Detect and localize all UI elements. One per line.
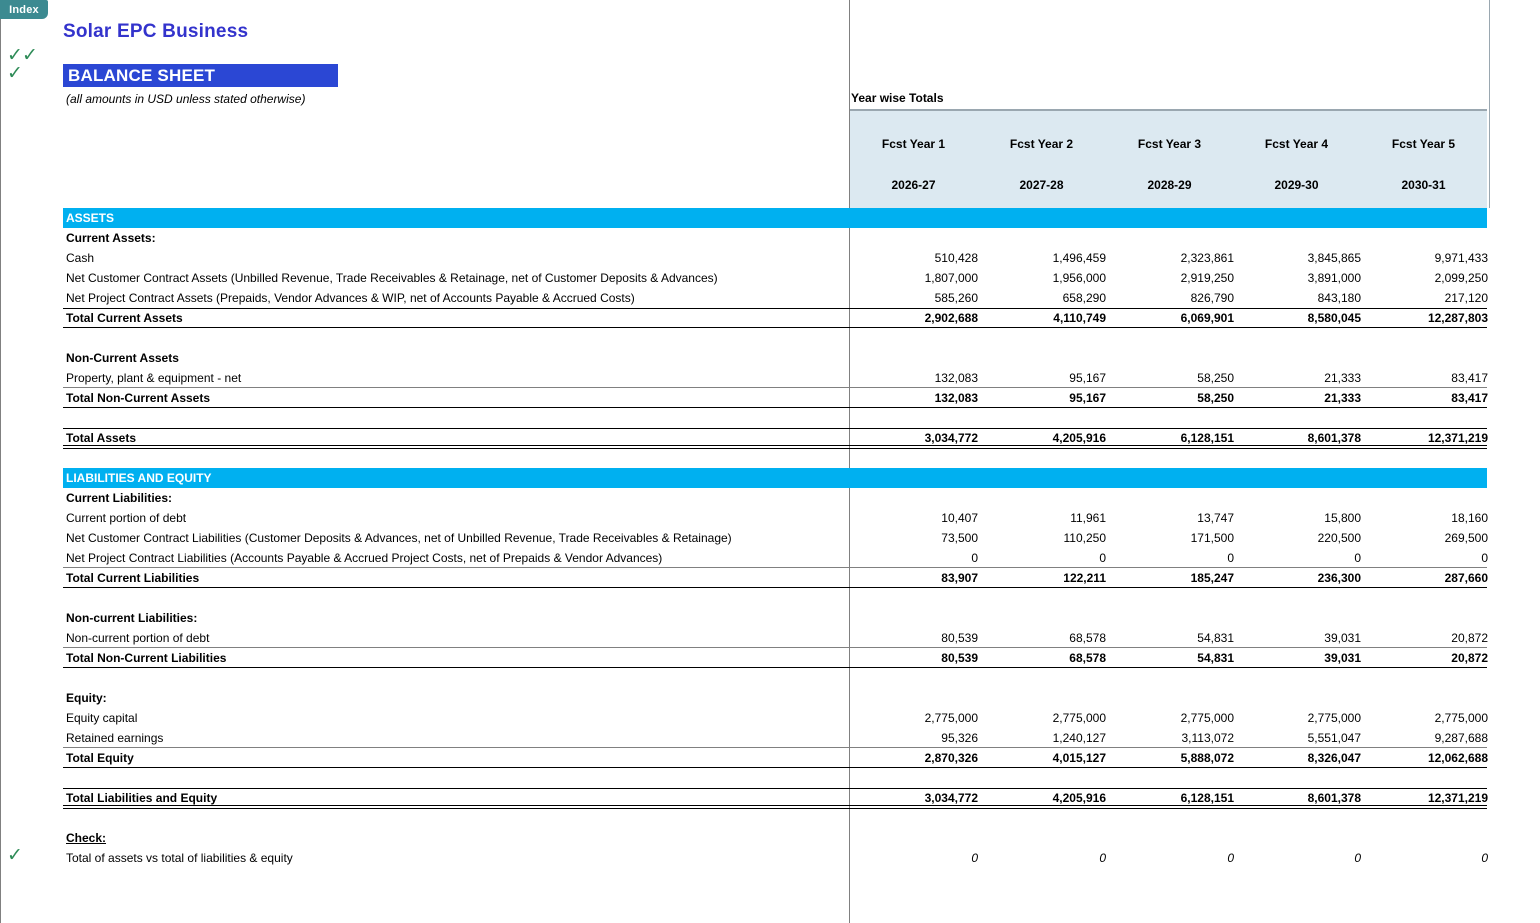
row-label: Total Current Assets (66, 311, 183, 325)
row-value: 1,240,127 (1052, 731, 1106, 745)
row-value: 1,807,000 (924, 271, 978, 285)
row-value: 4,205,916 (1052, 431, 1106, 445)
current-liabilities-label-row (0, 488, 1540, 508)
non-current-liabilities-label-row (0, 608, 1540, 628)
row-value: 9,971,433 (1434, 251, 1488, 265)
row-value: 6,128,151 (1180, 431, 1234, 445)
table-row (0, 308, 1540, 328)
check-icon: ✓ (22, 44, 38, 66)
column-header-name-0: Fcst Year 1 (881, 137, 946, 151)
row-value: 8,580,045 (1307, 311, 1361, 325)
row-value: 11,961 (1070, 511, 1106, 525)
column-header-name-3: Fcst Year 4 (1264, 137, 1329, 151)
row-value: 13,747 (1197, 511, 1234, 525)
row-value: 95,326 (941, 731, 978, 745)
row-value: 2,775,000 (1052, 711, 1106, 725)
row-value: 132,083 (934, 371, 978, 385)
table-row (0, 748, 1540, 768)
row-value: 8,601,378 (1307, 791, 1361, 805)
row-value: 3,891,000 (1307, 271, 1361, 285)
row-label: Cash (66, 251, 95, 265)
check-icon: ✓ (7, 844, 23, 866)
table-row (0, 388, 1540, 408)
equity-label: Equity: (66, 691, 107, 705)
row-label: Net Project Contract Assets (Prepaids, Vendor Advances & WIP, net of Accounts Payable & Accrued Costs) (66, 291, 635, 305)
row-value: 0 (1099, 551, 1106, 565)
liabilities-section-header: LIABILITIES AND EQUITY (63, 468, 1487, 488)
row-value: 54,831 (1197, 631, 1234, 645)
row-value: 68,578 (1069, 651, 1106, 665)
row-value: 0 (1354, 551, 1361, 565)
liabilities-section-bar-row (0, 468, 1540, 488)
table-row (0, 648, 1540, 668)
row-value: 2,902,688 (924, 311, 978, 325)
table-row (0, 844, 1540, 868)
row-value: 0 (971, 851, 978, 865)
non-current-assets-label: Non-Current Assets (66, 351, 179, 365)
row-value: 10,407 (941, 511, 978, 525)
row-value: 585,260 (934, 291, 978, 305)
table-row (0, 528, 1540, 548)
row-value: 122,211 (1063, 571, 1106, 585)
row-label: Equity capital (66, 711, 138, 725)
table-row (0, 428, 1540, 448)
row-label: Total Current Liabilities (66, 571, 200, 585)
row-value: 185,247 (1190, 571, 1234, 585)
column-header-period-1: 2027-28 (1019, 178, 1064, 192)
row-label: Total Non-Current Liabilities (66, 651, 227, 665)
row-value: 287,660 (1444, 571, 1488, 585)
column-header-band (850, 110, 1487, 209)
row-label: Retained earnings (66, 731, 164, 745)
row-value: 12,287,803 (1427, 311, 1488, 325)
row-value: 39,031 (1324, 651, 1361, 665)
table-row (0, 788, 1540, 808)
non-current-assets-label-row (0, 348, 1540, 368)
row-value: 2,870,326 (924, 751, 978, 765)
row-value: 826,790 (1190, 291, 1234, 305)
table-row (0, 288, 1540, 308)
row-label: Net Project Contract Liabilities (Accounts Payable & Accrued Project Costs, net of Prepaids & Vendor Advances) (66, 551, 663, 565)
row-value: 171,500 (1190, 531, 1234, 545)
table-row (0, 708, 1540, 728)
row-value: 0 (1227, 851, 1234, 865)
row-value: 0 (1099, 851, 1106, 865)
row-label: Total Assets (66, 431, 137, 445)
check-icon: ✓ (7, 62, 23, 84)
row-value: 80,539 (941, 651, 978, 665)
row-value: 269,500 (1444, 531, 1488, 545)
row-label: Current portion of debt (66, 511, 187, 525)
row-value: 2,775,000 (1307, 711, 1361, 725)
row-value: 73,500 (941, 531, 978, 545)
row-value: 9,287,688 (1434, 731, 1488, 745)
row-value: 12,371,219 (1427, 431, 1488, 445)
row-value: 0 (1227, 551, 1234, 565)
header-right-rule (1489, 0, 1490, 208)
units-note: (all amounts in USD unless stated otherwise) (66, 92, 306, 106)
table-row (0, 268, 1540, 288)
row-value: 39,031 (1324, 631, 1361, 645)
current-liabilities-label: Current Liabilities: (66, 491, 173, 505)
row-value: 3,034,772 (924, 431, 978, 445)
row-value: 68,578 (1069, 631, 1106, 645)
statement-title-label: BALANCE SHEET (68, 65, 216, 85)
spacer-row (0, 588, 1540, 608)
row-value: 4,110,749 (1053, 311, 1106, 325)
assets-section-header: ASSETS (63, 208, 1487, 228)
row-label: Non-current portion of debt (66, 631, 210, 645)
row-value: 95,167 (1069, 391, 1106, 405)
row-value: 110,250 (1063, 531, 1106, 545)
row-value: 18,160 (1451, 511, 1488, 525)
row-value: 2,919,250 (1180, 271, 1234, 285)
table-row (0, 628, 1540, 648)
row-label: Net Customer Contract Liabilities (Customer Deposits & Advances, net of Unbilled Revenue, Trade Receivables & Retainage) (66, 531, 732, 545)
row-value: 0 (1481, 551, 1488, 565)
row-value: 2,775,000 (1180, 711, 1234, 725)
row-value: 236,300 (1317, 571, 1361, 585)
row-value: 6,128,151 (1180, 791, 1234, 805)
row-value: 12,371,219 (1427, 791, 1488, 805)
row-value: 4,205,916 (1052, 791, 1106, 805)
table-row (0, 548, 1540, 568)
row-value: 3,845,865 (1307, 251, 1361, 265)
statement-grid (0, 208, 1540, 868)
row-value: 1,956,000 (1052, 271, 1106, 285)
column-header-name-1: Fcst Year 2 (1009, 137, 1074, 151)
row-value: 8,326,047 (1307, 751, 1361, 765)
column-header-period-0: 2026-27 (891, 178, 936, 192)
row-value: 21,333 (1324, 391, 1361, 405)
row-value: 20,872 (1451, 651, 1488, 665)
row-value: 58,250 (1197, 371, 1234, 385)
row-label: Total Equity (66, 751, 134, 765)
statement-title-banner (63, 64, 338, 87)
column-header-period-4: 2030-31 (1401, 178, 1446, 192)
table-row (0, 368, 1540, 388)
row-value: 83,907 (941, 571, 978, 585)
column-header-name-4: Fcst Year 5 (1391, 137, 1456, 151)
row-value: 658,290 (1062, 291, 1106, 305)
row-value: 510,428 (934, 251, 978, 265)
row-value: 2,323,861 (1180, 251, 1234, 265)
row-value: 58,250 (1197, 391, 1234, 405)
row-value: 843,180 (1317, 291, 1361, 305)
row-value: 3,113,072 (1181, 731, 1234, 745)
check-label-row (0, 828, 1540, 848)
year-wise-totals-caption: Year wise Totals (851, 91, 944, 105)
spacer-row (0, 448, 1540, 468)
column-header-period-3: 2029-30 (1274, 178, 1319, 192)
row-value: 4,015,127 (1052, 751, 1106, 765)
row-value: 20,872 (1451, 631, 1488, 645)
row-value: 132,083 (934, 391, 978, 405)
row-value: 15,800 (1324, 511, 1361, 525)
equity-label-row (0, 688, 1540, 708)
table-row (0, 248, 1540, 268)
row-label: Net Customer Contract Assets (Unbilled Revenue, Trade Receivables & Retainage, net of Customer Deposits & Advances) (66, 271, 718, 285)
table-row (0, 508, 1540, 528)
row-label: Total Non-Current Assets (66, 391, 211, 405)
index-tab[interactable] (0, 0, 48, 19)
table-row (0, 568, 1540, 588)
non-current-liabilities-label: Non-current Liabilities: (66, 611, 198, 625)
row-value: 0 (1481, 851, 1488, 865)
row-value: 0 (971, 551, 978, 565)
row-value: 83,417 (1451, 391, 1488, 405)
column-header-period-2: 2028-29 (1147, 178, 1192, 192)
row-value: 12,062,688 (1427, 751, 1488, 765)
row-value: 8,601,378 (1307, 431, 1361, 445)
company-title: Solar EPC Business (63, 21, 249, 42)
row-value: 80,539 (941, 631, 978, 645)
check-icon: ✓ (7, 44, 23, 66)
check-label: Check: (66, 831, 107, 845)
assets-section-bar-row (0, 208, 1540, 228)
row-value: 2,775,000 (1434, 711, 1488, 725)
row-value: 2,775,000 (924, 711, 978, 725)
row-label: Total Liabilities and Equity (66, 791, 218, 805)
row-value: 6,069,901 (1180, 311, 1234, 325)
spacer-row (0, 668, 1540, 688)
row-value: 220,500 (1317, 531, 1361, 545)
index-tab-label: Index (9, 3, 39, 16)
row-value: 3,034,772 (924, 791, 978, 805)
row-value: 95,167 (1069, 371, 1106, 385)
row-value: 5,551,047 (1307, 731, 1361, 745)
current-assets-label-row (0, 228, 1540, 248)
spacer-row (0, 408, 1540, 428)
row-value: 21,333 (1324, 371, 1361, 385)
row-value: 83,417 (1451, 371, 1488, 385)
row-value: 0 (1354, 851, 1361, 865)
row-label: Total of assets vs total of liabilities & equity (66, 851, 293, 865)
spacer-row (0, 808, 1540, 828)
row-value: 54,831 (1197, 651, 1234, 665)
row-value: 2,099,250 (1434, 271, 1488, 285)
current-assets-label: Current Assets: (66, 231, 156, 245)
table-row (0, 728, 1540, 748)
column-header-name-2: Fcst Year 3 (1137, 137, 1202, 151)
spacer-row (0, 768, 1540, 788)
row-value: 1,496,459 (1052, 251, 1106, 265)
row-value: 5,888,072 (1180, 751, 1234, 765)
row-label: Property, plant & equipment - net (66, 371, 242, 385)
spacer-row (0, 328, 1540, 348)
row-value: 217,120 (1444, 291, 1488, 305)
